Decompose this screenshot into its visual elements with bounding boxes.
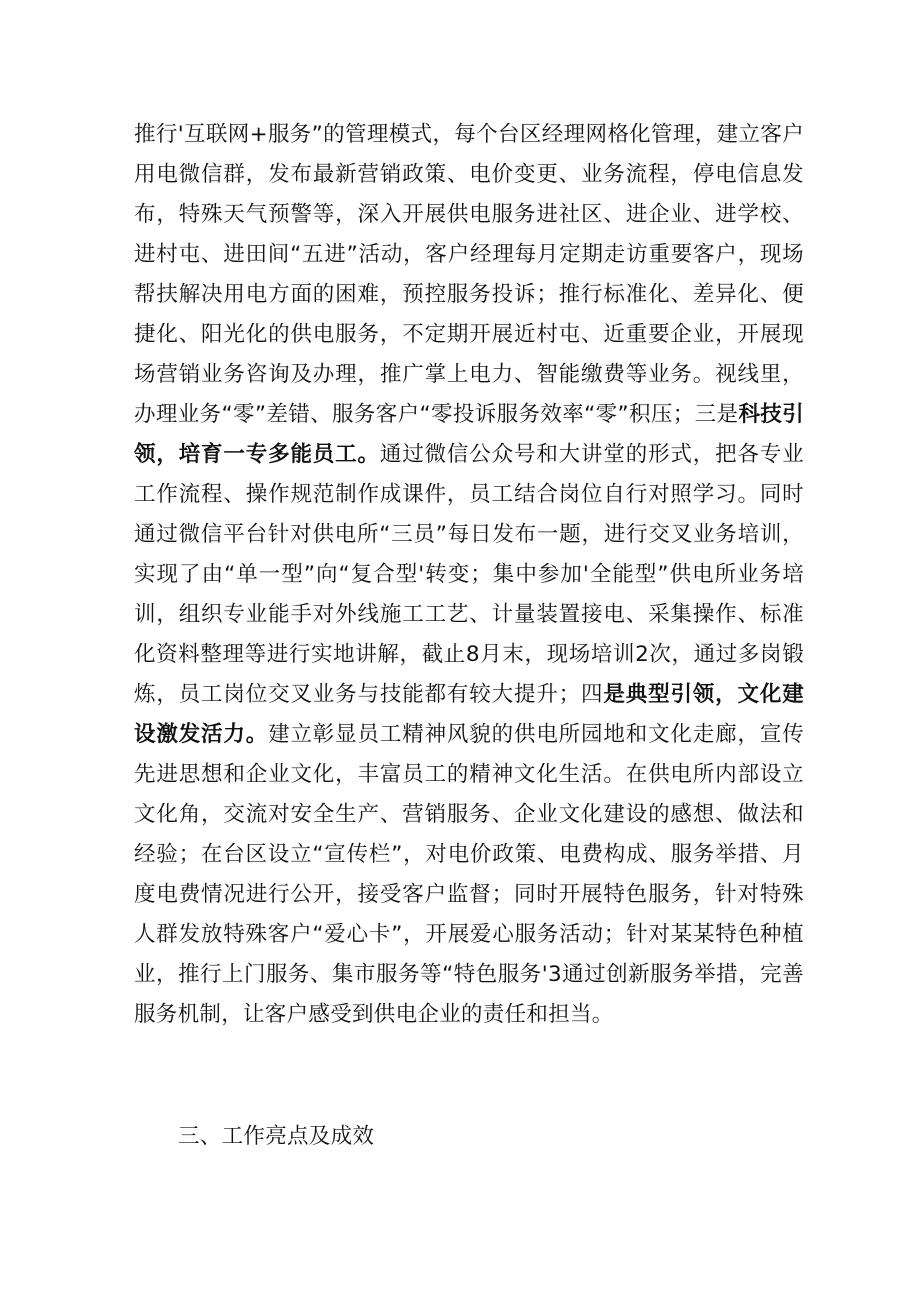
section-heading: 三、工作亮点及成效 [178,1124,375,1149]
paragraph-text-part-3: 建立彰显员工精神风貌的供电所园地和文化走廊，宣传先进思想和企业文化，丰富员工的精神文化生活。在供电所内部设立文化角，交流对安全生产、营销服务、企业文化建设的感想、做法和经验；在台区设立“宣传栏”，对电价政策、电费构成、服务举措、月度电费情况进行公开，接受客户监督；同时开展特色服务，针对特殊人群发放特殊客户“爱心卡”，开展爱心服务活动；针对某某特色种植业，推行上门服务、集市服务等“特色服务'3通过创新服务举措，完善服务机制，让客户感受到供电企业的责任和担当。 [134,722,804,1027]
bold-phrase-culture-lead: 是典型引领，文化建设激发活力。 [134,682,805,747]
paragraph-text-part-1: 推行'互联网+服务”的管理模式，每个台区经理网格化管理，建立客户用电微信群，发布最新营销政策、电价变更、业务流程，停电信息发布，特殊天气预警等，深入开展供电服务进社区、进企业、进学校、进村屯、进田间“五进”活动，客户经理每月定期走访重要客户，现场帮扶解决用电方面的困难，预控服务投诉；推行标准化、差异化、便捷化、阳光化的供电服务，不定期开展近村屯、近重要企业，开展现场营销业务咨询及办理，推广掌上电力、智能缴费等业务。视线里，办理业务“零”差错、服务客户“零投诉服务效率“零”积压；三是 [134,122,804,427]
paragraph-text-part-2: 通过微信公众号和大讲堂的形式，把各专业工作流程、操作规范制作成课件，员工结合岗位自行对照学习。同时通过微信平台针对供电所“三员”每日发布一题，进行交叉业务培训，实现了由“单一型”向“复合型'转变；集中参加'全能型”供电所业务培训，组织专业能手对外线施工工艺、计量装置接电、采集操作、标准化资料整理等进行实地讲解，截止8月末，现场培训2次，通过多岗锻炼，员工岗位交叉业务与技能都有较大提升；四 [134,442,804,707]
body-paragraph [134,115,804,1035]
bold-phrase-tech-lead: 科技引领，培育一专多能员工。 [134,402,804,467]
